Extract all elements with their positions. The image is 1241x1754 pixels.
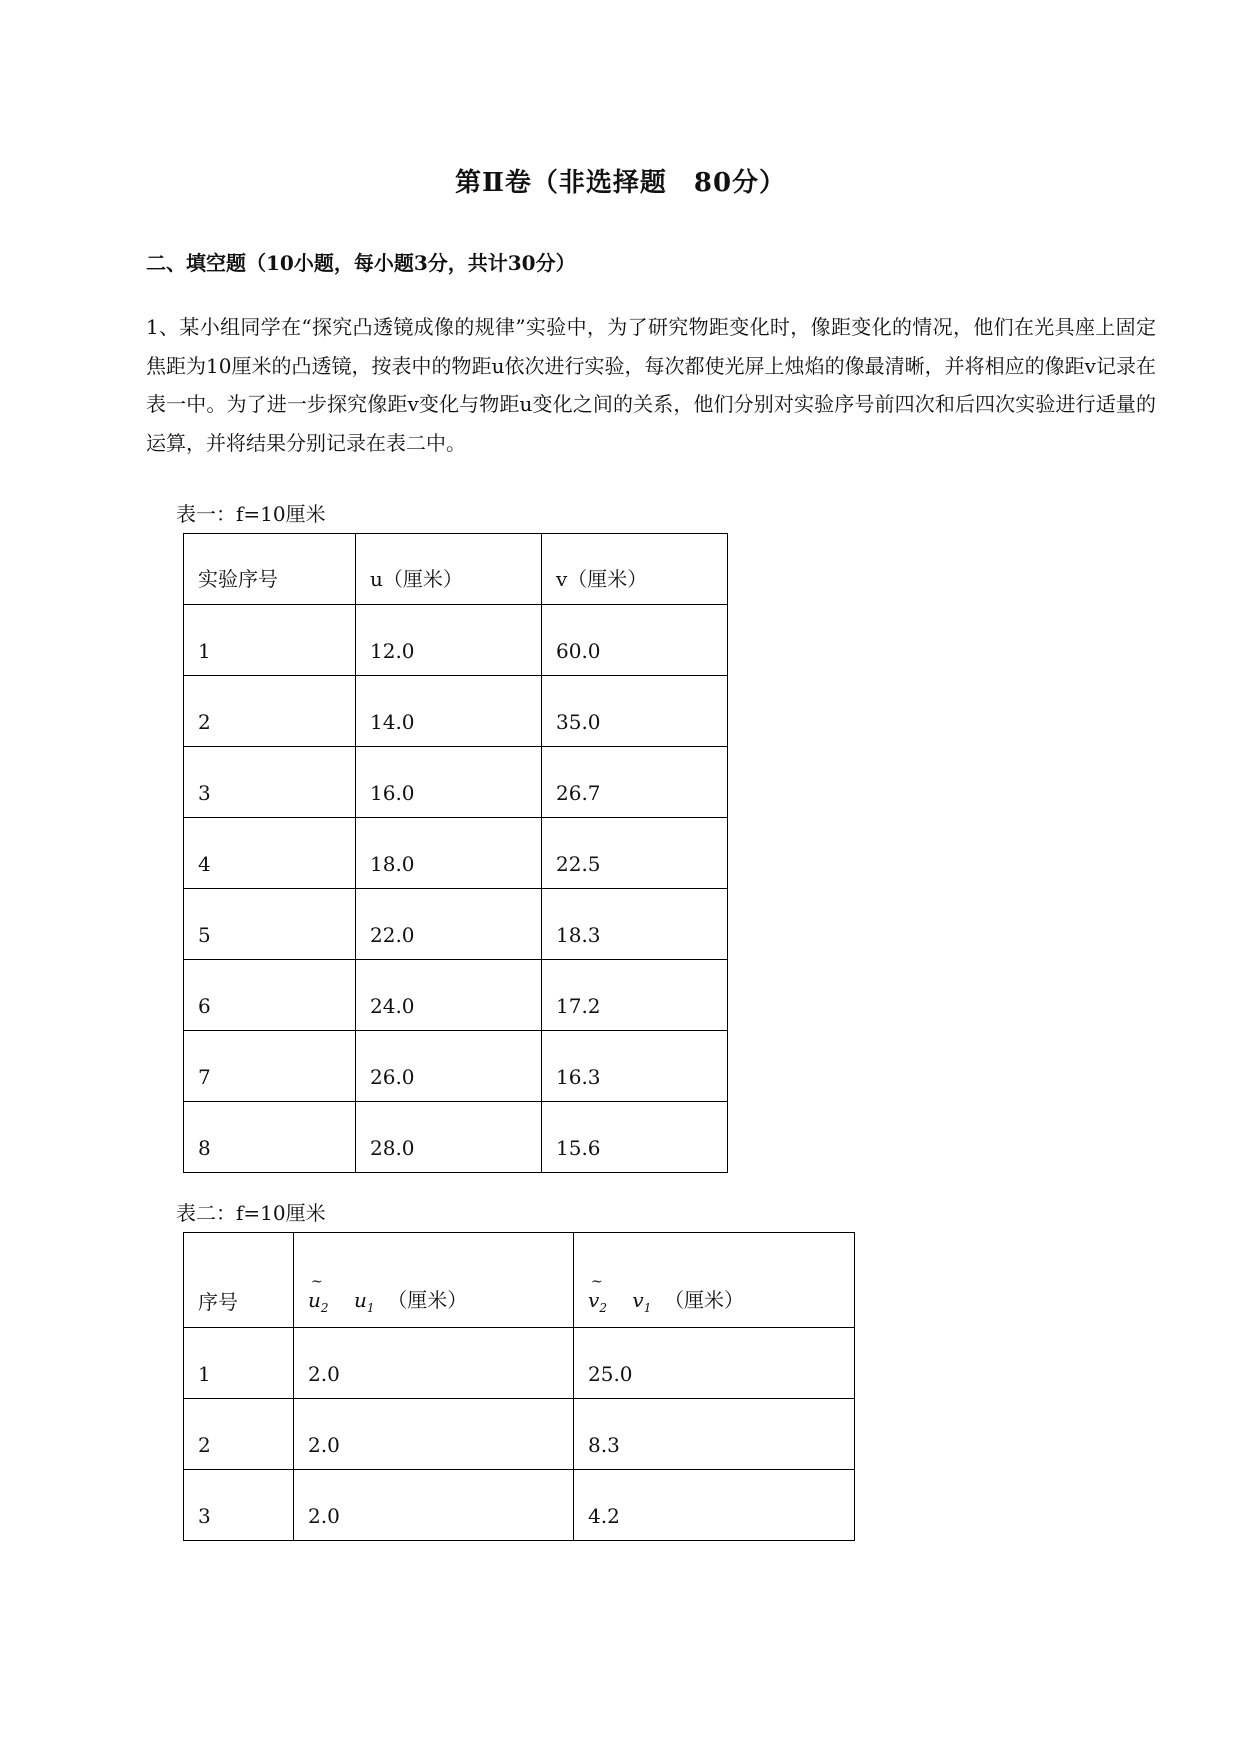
table-cell: 18.0 [356,818,542,889]
header-cell: u（厘米） [356,534,542,605]
v2-symbol: v ~ $_2$ [588,1274,607,1315]
table-cell: 16.0 [356,747,542,818]
table-cell: 17.2 [542,960,728,1031]
table-cell: 16.3 [542,1031,728,1102]
unit-label: （厘米） [664,1288,745,1312]
table-row [184,818,728,889]
table-row [184,1031,728,1102]
header-cell: v（厘米） [542,534,728,605]
table-row [184,1328,855,1399]
table-row [184,1399,855,1470]
v1-symbol: $v_1$ [632,1288,652,1315]
table1 [183,533,728,1173]
table-cell: 8.3 [574,1399,855,1470]
table-row [184,1102,728,1173]
u2-symbol: u ~ $_2$ [308,1274,329,1315]
table-header-row [184,534,728,605]
header-cell: 序号 [184,1233,294,1328]
table-cell: 26.0 [356,1031,542,1102]
table-cell: 14.0 [356,676,542,747]
table2 [183,1232,855,1541]
section-heading: 二、填空题（10小题，每小题3分，共计30分） [146,251,576,275]
header-cell: 实验序号 [184,534,356,605]
table-cell: 2 [184,676,356,747]
table-row [184,960,728,1031]
table-header-row [184,1233,855,1328]
table-cell: 24.0 [356,960,542,1031]
header-cell-u-diff [294,1233,574,1328]
table-cell: 60.0 [542,605,728,676]
table-cell: 22.5 [542,818,728,889]
table-cell: 2 [184,1399,294,1470]
table-cell: 3 [184,1470,294,1541]
table-cell: 2.0 [294,1470,574,1541]
table-cell: 25.0 [574,1328,855,1399]
table-cell: 12.0 [356,605,542,676]
table-cell: 35.0 [542,676,728,747]
table-row [184,889,728,960]
header-cell-v-diff [574,1233,855,1328]
table-cell: 2.0 [294,1399,574,1470]
table-cell: 1 [184,605,356,676]
table-cell: 8 [184,1102,356,1173]
table-row [184,676,728,747]
question-text: 1、某小组同学在“探究凸透镜成像的规律”实验中，为了研究物距变化时，像距变化的情况，他们在光具座上固定焦距为10厘米的凸透镜，按表中的物距u依次进行实验，每次都使光屏上烛焰的像最清晰，并将相应的像距v记录在表一中。为了进一步探究像距v变化与物距u变化之间的关系，他们分别对实验序号前四次和后四次实验进行适量的运算，并将结果分别记录在表二中。 [146,315,1156,455]
table-row [184,747,728,818]
table-cell: 6 [184,960,356,1031]
page-title: 第Ⅱ卷（非选择题 80分） [454,168,787,198]
table-cell: 3 [184,747,356,818]
table-cell: 7 [184,1031,356,1102]
table1-caption: 表一：f=10厘米 [176,502,326,526]
table-cell: 15.6 [542,1102,728,1173]
table-cell: 2.0 [294,1328,574,1399]
u1-symbol: $u_1$ [353,1288,375,1315]
table-row [184,605,728,676]
table-cell: 22.0 [356,889,542,960]
table-cell: 5 [184,889,356,960]
table-row [184,1470,855,1541]
table-cell: 4.2 [574,1470,855,1541]
table-cell: 1 [184,1328,294,1399]
table-cell: 28.0 [356,1102,542,1173]
unit-label: （厘米） [387,1288,468,1312]
table2-caption: 表二：f=10厘米 [176,1201,326,1225]
table-cell: 18.3 [542,889,728,960]
table-cell: 26.7 [542,747,728,818]
table-cell: 4 [184,818,356,889]
